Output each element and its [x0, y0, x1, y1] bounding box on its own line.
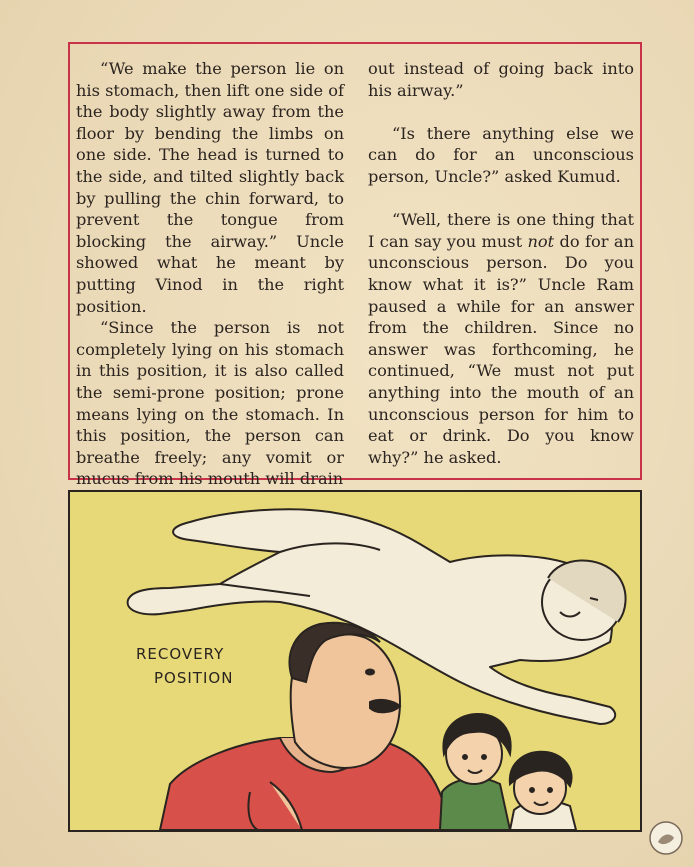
paragraph: “We make the person lie on his stomach, then lift one side of the body slightly away from the floor by bending the limbs on one side. The head is turned to the side, and tilted slightly back by pulling the chin forward, to prevent the tongue from blocking the airway.” Uncle showed what he meant by putting Vinod in the right position. [76, 59, 344, 316]
caption-line: RECOVERY [136, 645, 225, 663]
girl-figure [440, 714, 511, 830]
paragraph: “Is there anything else we can do for an unconscious person, Uncle?” asked Kumud. [368, 123, 634, 186]
paragraph-text: do for an unconscious person. Do you know what it is?” Uncle Ram paused a while for an answer from the children. Since no answer was forthcoming, he continued, “We must not put anything into the mouth of an unconscious person for him to eat or drink. Do you know why?” he asked. [368, 231, 634, 467]
caption-line: POSITION [154, 669, 234, 687]
publisher-logo [648, 820, 684, 856]
right-column [368, 58, 634, 468]
boy-figure [510, 752, 576, 830]
illustration-caption [136, 642, 233, 690]
left-column [76, 58, 344, 490]
emphasis: not [527, 231, 555, 251]
paragraph: “Since the person is not completely lying on his stomach in this position, it is also called the semi-prone position; prone means lying on the stomach. In this position, the person can breathe freely; any vomit or mucus from his mouth will drain [76, 318, 344, 489]
paragraph [368, 209, 634, 468]
text-frame [68, 42, 642, 489]
logo-icon [648, 820, 684, 856]
paragraph: out instead of going back into his airway.” [368, 59, 634, 100]
paragraph-text: “Well, there is one thing that I can say you must [368, 210, 634, 251]
